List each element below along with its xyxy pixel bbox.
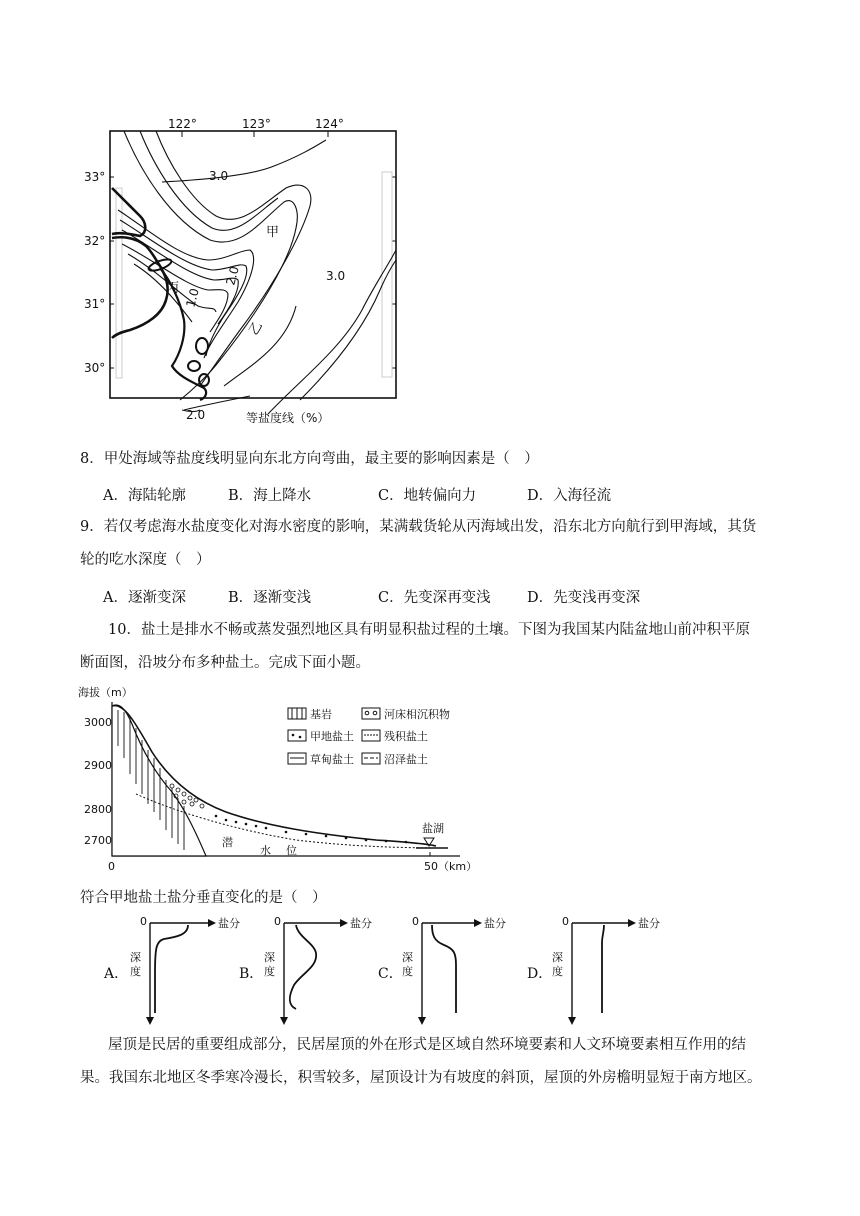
contour-label: 2.0: [186, 408, 206, 422]
y-axis-label: 度: [552, 965, 563, 978]
contour-label: 1.0: [183, 286, 202, 309]
y-axis-label: 度: [402, 965, 413, 978]
q9-option-b[interactable]: B．逐渐变浅: [228, 590, 312, 606]
map-legend: 等盐度线（%）: [246, 411, 330, 425]
y-tick: 2800: [84, 803, 112, 816]
y-tick: 3000: [84, 716, 112, 729]
question-9-stem-line2: 轮的吃水深度（ ）: [80, 552, 211, 568]
lon-label: 123°: [242, 117, 271, 131]
y-axis-label: 度: [130, 965, 141, 978]
lat-label: 33°: [84, 170, 106, 184]
place-jia: 甲: [266, 225, 280, 240]
salt-depth-chart-b: [262, 913, 372, 1029]
lon-label: 124°: [315, 117, 344, 131]
x-tick: 50（km）: [424, 860, 478, 873]
place-yi: 乙: [246, 319, 266, 338]
lat-label: 30°: [84, 361, 106, 375]
origin-label: 0: [274, 915, 281, 928]
section-y-title: 海拔（m）: [78, 686, 133, 699]
contour-label: 3.0: [326, 269, 346, 283]
q9-option-d[interactable]: D．先变浅再变深: [527, 590, 641, 606]
y-axis-label: 深: [130, 951, 141, 964]
salt-depth-chart-a: [128, 913, 238, 1029]
contour-label: 3.0: [209, 169, 229, 183]
y-tick: 2900: [84, 759, 112, 772]
cross-section-diagram: [76, 684, 476, 876]
question-10-intro-line1: 10．盐土是排水不畅或蒸发强烈地区具有明显积盐过程的土壤。下图为我国某内陆盆地山前冲积平原: [108, 622, 750, 638]
question-8-stem: 8．甲处海域等盐度线明显向东北方向弯曲，最主要的影响因素是（ ）: [80, 451, 539, 467]
question-10-stem: 符合甲地盐土盐分垂直变化的是（ ）: [80, 890, 327, 906]
x-axis-label: 盐分: [218, 917, 240, 930]
q8-option-c[interactable]: C．地转偏向力: [378, 488, 477, 504]
closing-paragraph-line1: 屋顶是民居的重要组成部分，民居屋顶的外在形式是区域自然环境要素和人文环境要素相互作用的结: [108, 1037, 746, 1053]
y-axis-label: 度: [264, 965, 275, 978]
question-10-intro-line2: 断面图，沿坡分布多种盐土。完成下面小题。: [80, 655, 370, 671]
question-9-stem-line1: 9．若仅考虑海水盐度变化对海水密度的影响，某满载货轮从丙海域出发，沿东北方向航行到甲海域，其货: [80, 519, 757, 535]
legend-riverbed: 河床相沉积物: [384, 708, 450, 721]
x-axis-label: 盐分: [350, 917, 372, 930]
lat-label: 32°: [84, 234, 106, 248]
legend-residual-salt-soil: 残积盐土: [384, 730, 428, 743]
contour-label: 2.0: [223, 264, 242, 287]
x-axis-label: 盐分: [484, 917, 506, 930]
q10-option-a[interactable]: A．: [104, 966, 129, 982]
x-axis-label: 盐分: [638, 917, 660, 930]
q8-option-b[interactable]: B．海上降水: [228, 488, 312, 504]
origin-label: 0: [562, 915, 569, 928]
closing-paragraph-line2: 果。我国东北地区冬季寒冷漫长，积雪较多，屋顶设计为有坡度的斜顶，屋顶的外房檐明显短于南方地区。: [80, 1070, 762, 1086]
y-axis-label: 深: [552, 951, 563, 964]
q8-option-d[interactable]: D．入海径流: [527, 488, 612, 504]
legend-jia-salt-soil: 甲地盐土: [310, 730, 354, 743]
salt-depth-chart-d: [550, 913, 660, 1029]
water-table-char: 潜: [222, 836, 233, 849]
lon-label: 122°: [168, 117, 197, 131]
lat-label: 31°: [84, 297, 106, 311]
salt-lake-label: 盐湖: [422, 822, 444, 835]
salt-depth-chart-c: [400, 913, 510, 1029]
x-tick: 0: [108, 860, 115, 873]
section-legend: [288, 707, 450, 766]
water-table-char: 位: [286, 844, 297, 857]
legend-meadow-salt-soil: 草甸盐土: [310, 753, 354, 766]
legend-swamp-salt-soil: 沼泽盐土: [384, 753, 428, 766]
water-table-char: 水: [260, 844, 271, 857]
origin-label: 0: [140, 915, 147, 928]
place-bing: 丙: [166, 281, 180, 296]
q9-option-c[interactable]: C．先变深再变浅: [378, 590, 491, 606]
salinity-map: [84, 110, 410, 430]
q8-option-a[interactable]: A．海陆轮廓: [103, 488, 186, 504]
q10-option-d[interactable]: D．: [527, 966, 553, 982]
q9-option-a[interactable]: A．逐渐变深: [103, 590, 186, 606]
q10-option-c[interactable]: C．: [378, 966, 403, 982]
y-tick: 2700: [84, 834, 112, 847]
q10-option-b[interactable]: B．: [239, 966, 264, 982]
y-axis-label: 深: [402, 951, 413, 964]
y-axis-label: 深: [264, 951, 275, 964]
origin-label: 0: [412, 915, 419, 928]
legend-bedrock: 基岩: [310, 708, 332, 721]
